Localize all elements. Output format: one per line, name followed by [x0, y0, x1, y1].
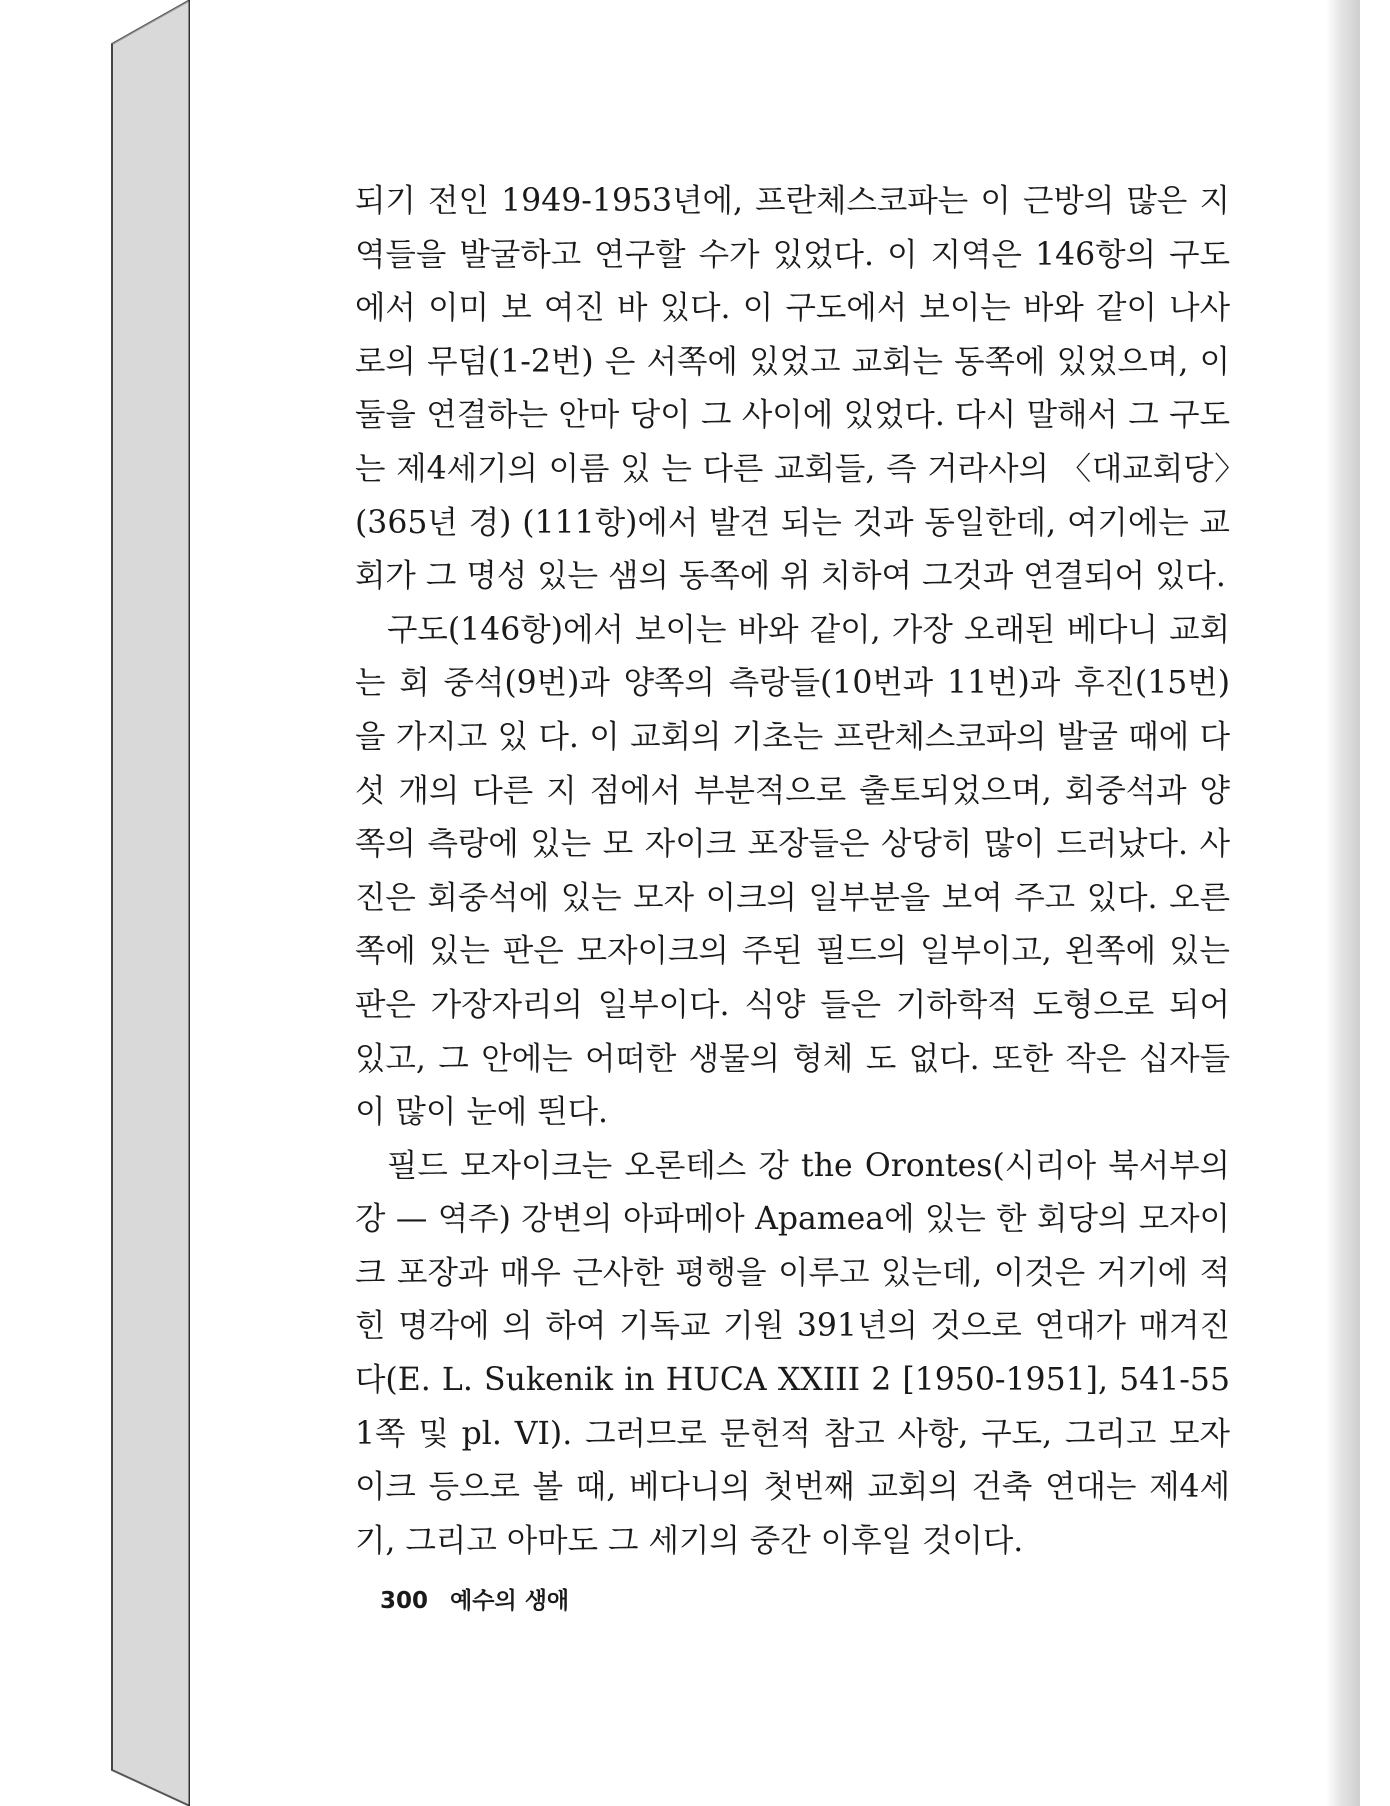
text-line: 되는 것과 동일한데, 여기에는 교회가 그 명성 있는 샘의 동쪽에 위 [355, 504, 1230, 595]
text-line: 매우 근사한 평행을 이루고 있는데, 이것은 거기에 적힌 명각에 의 [355, 1254, 1231, 1345]
text-line: 하여 기독교 기원 391년의 것으로 연대가 매겨진다(E. L. Sukenik in [355, 1308, 1230, 1399]
text-line: 당이 그 사이에 있었다. 다시 말해서 그 구도는 제4세기의 이름 있 [355, 397, 1230, 487]
text-line: 참고 사항, 구도, 그리고 모자이크 등으로 볼 때, 베다니의 첫번째 [355, 1415, 1230, 1506]
text-line: 들은 기하학적 도형으로 되어 있고, 그 안에는 어떠한 생물의 형체 [355, 986, 1230, 1077]
text-line: 은 서쪽에 있었고 교회는 동쪽에 있었으며, 이 둘을 연결하는 안마 [355, 343, 1231, 434]
text-line: 도 없다. 또한 작은 십자들이 많이 눈에 띈다. [355, 1040, 1230, 1131]
paragraph-3 [355, 1140, 1230, 1569]
text-line: 여진 바 있다. 이 구도에서 보이는 바와 같이 나사로의 무덤(1-2번) [355, 290, 1231, 380]
text-line: 중석(9번)과 양쪽의 측랑들(10번과 11번)과 후진(15번)을 가지고 있 [355, 665, 1231, 755]
text-line: 주된 필드의 일부이고, 왼쪽에 있는 판은 가장자리의 일부이다. 식양 [355, 933, 1230, 1023]
text-line: 점에서 부분적으로 출토되었으며, 회중석과 양쪽의 측랑에 있는 모 [355, 772, 1230, 863]
text-line: 이크의 일부분을 보여 주고 있다. 오른쪽에 있는 판은 모자이크의 [355, 879, 1231, 970]
text-line: 는 다른 교회들, 즉 거라사의 〈대교회당〉(365년 경) (111항)에서 발견 [355, 450, 1231, 541]
page-edge-shadow [1326, 0, 1360, 1806]
text-line: 구도(146항)에서 보이는 바와 같이, 가장 오래된 베다니 교회는 회 [355, 611, 1230, 702]
text-line: 교회의 건축 연대는 제4세기, 그리고 아마도 그 세기의 중간 이후일 [355, 1469, 1231, 1559]
book-spine [0, 0, 200, 1806]
paragraph-2 [355, 604, 1230, 1140]
text-line: 되기 전인 1949-1953년에, 프란체스코파는 이 근방의 많은 지역들을 [355, 183, 1230, 273]
text-line: 필드 모자이크는 오론테스 강 the Orontes(시리아 북서부의 강 — [355, 1147, 1230, 1238]
text-line: 것이다. [921, 1522, 1024, 1559]
text-line: 역주) 강변의 아파메아 Apamea에 있는 한 회당의 모자이크 포장과 [355, 1201, 1230, 1291]
text-line: 발굴하고 연구할 수가 있었다. 이 지역은 146항의 구도에서 이미 보 [355, 236, 1230, 327]
text-line: 다. 이 교회의 기초는 프란체스코파의 발굴 때에 다섯 개의 다른 지 [355, 718, 1231, 809]
body-text [355, 175, 1230, 1568]
page-footer [380, 1582, 569, 1615]
paragraph-1 [355, 175, 1230, 604]
text-line: HUCA XXIII 2 [1950-1951], 541-551쪽 및 pl. VI). 그러므로 문헌적 [355, 1362, 1231, 1452]
running-title: 예수의 생애 [450, 1588, 570, 1614]
text-line: 자이크 포장들은 상당히 많이 드러났다. 사진은 회중석에 있는 모자 [355, 826, 1231, 916]
page-number: 300 [380, 1588, 429, 1614]
text-line: 치하여 그것과 연결되어 있다. [820, 558, 1226, 595]
